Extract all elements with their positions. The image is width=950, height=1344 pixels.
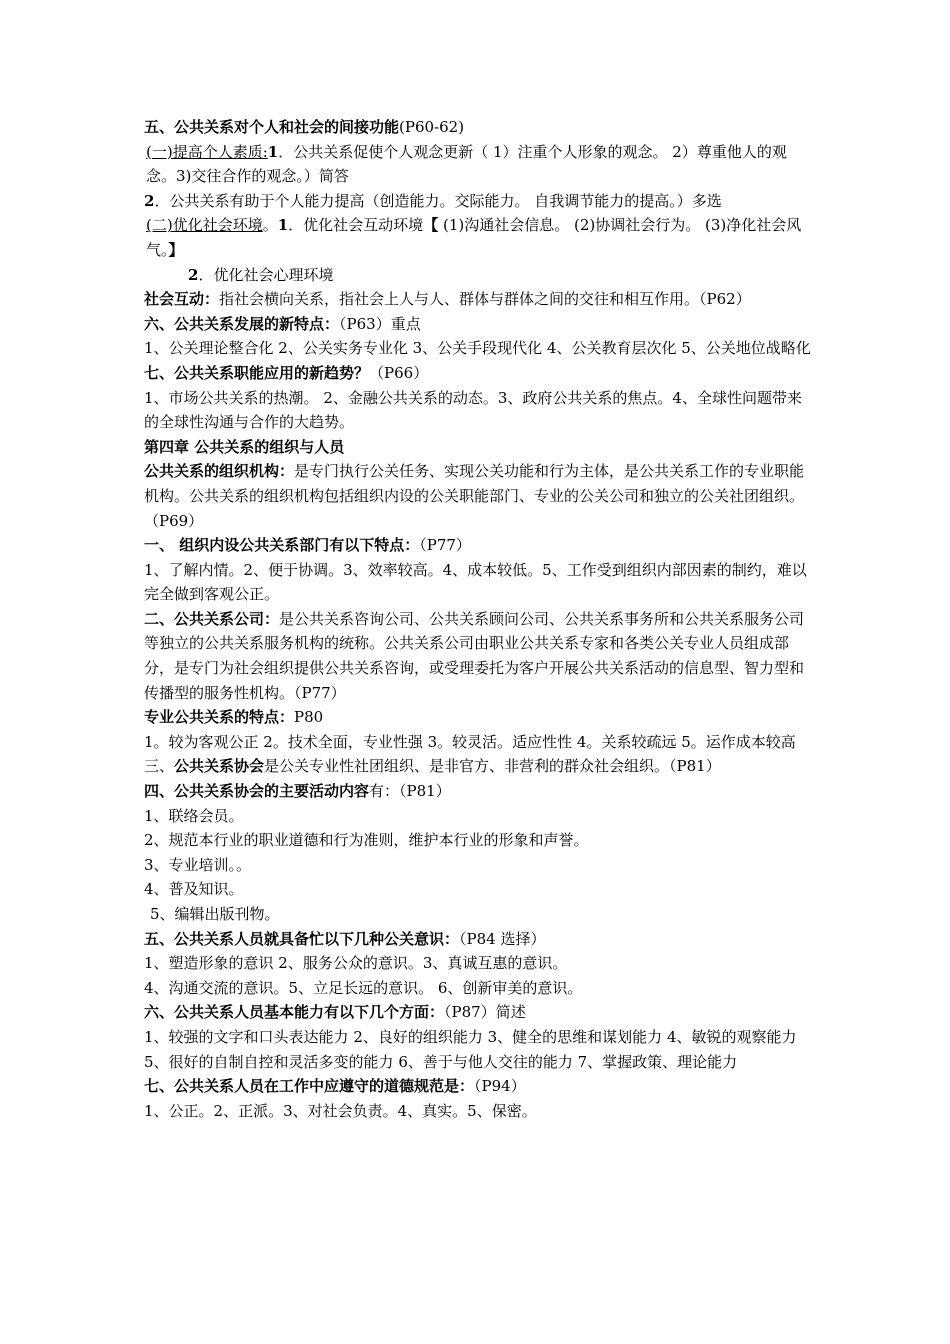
section-heading-6: 六、公共关系发展的新特点：（P63）重点 [144, 314, 421, 333]
paragraph: 1、了解内情。2、便于协调。3、效率较高。4、成本较低。5、工作受到组织内部因素的制约，难以完全做到客观公正。 [144, 560, 807, 604]
section-heading-4: 四、公共关系协会的主要活动内容有：（P81） [144, 782, 451, 801]
paragraph: 2．公共关系有助于个人能力提高（创造能力。交际能力。 自我调节能力的提高。）多选 [144, 191, 722, 210]
paragraph: 1、较强的文字和口头表达能力 2、良好的组织能力 3、健全的思维和谋划能力 4、敏锐的观察能力 5、很好的自制自控和灵活多变的能力 6、善于与他人交往的能力 7、掌握政策、理论能力 [144, 1027, 797, 1071]
list-item: 5、编辑出版刊物。 [150, 905, 280, 923]
document-body [144, 115, 814, 1123]
section-heading-5b: 五、公共关系人员就具备忙以下几种公关意识：（P84 选择） [144, 929, 546, 948]
subheading: 专业公共关系的特点：P80 [144, 708, 324, 727]
section-heading-5: 五、公共关系对个人和社会的间接功能(P60-62) [144, 118, 465, 136]
paragraph: 1、市场公共关系的热潮。 2、金融公共关系的动态。3、政府公共关系的焦点。4、全球性问题带来的全球性沟通与合作的大趋势。 [144, 388, 802, 432]
paragraph: 1、公正。2、正派。3、对社会负责。4、真实。5、保密。 [144, 1101, 537, 1120]
paragraph: (一)提高个人素质:1．公共关系促使个人观念更新（ 1）注重个人形象的观念。 2）尊重他人的观念。3)交往合作的观念。）简答 [146, 142, 787, 186]
list-item: 1、联络会员。 [144, 806, 244, 825]
list-item: 2、规范本行业的职业道德和行为准则，维护本行业的形象和声誉。 [144, 831, 589, 850]
definition: 公共关系的组织机构：是专门执行公关任务、实现公关功能和行为主体，是公共关系工作的专业职能机构。公共关系的组织机构包括组织内设的公关职能部门、专业的公关公司和独立的公关社团组织。（P69） [144, 462, 805, 530]
paragraph: 1、公关理论整合化 2、公关实务专业化 3、公关手段现代化 4、公关教育层次化 5、公关地位战略化 [144, 339, 811, 358]
section-heading-7: 七、公共关系职能应用的新趋势？（P66） [144, 363, 429, 382]
paragraph: 1、塑造形象的意识 2、服务公众的意识。3、真诚互惠的意识。 [144, 954, 568, 973]
section-heading-6b: 六、公共关系人员基本能力有以下几个方面：（P87）简述 [144, 1003, 526, 1022]
paragraph: 1。较为客观公正 2。技术全面，专业性强 3。较灵活。适应性性 4。关系较疏远 5。运作成本较高 [144, 732, 796, 751]
paragraph: 4、沟通交流的意识。5、立足长远的意识。 6、创新审美的意识。 [144, 978, 583, 997]
definition: 二、公共关系公司：是公共关系咨询公司、公共关系顾问公司、公共关系事务所和公共关系服务公司等独立的公共关系服务机构的统称。公共关系公司由职业公共关系专家和各类公关专业人员组成部分，是专门为社会组织提供公共关系咨询，或受理委托为客户开展公共关系活动的信息型、智力型和传播型的服务性机构。（P77） [144, 609, 805, 702]
list-item: 4、普及知识。 [144, 880, 244, 899]
chapter-heading: 第四章 公共关系的组织与人员 [144, 437, 345, 456]
list-item: 3、专业培训。。 [144, 855, 252, 874]
definition: 社会互动：指社会横向关系，指社会上人与人、群体与群体之间的交往和相互作用。（P62） [144, 290, 751, 309]
section-heading-7b: 七、公共关系人员在工作中应遵守的道德规范是：（P94） [144, 1077, 526, 1096]
definition: 三、公共关系协会是公关专业性社团组织、是非官方、非营利的群众社会组织。（P81） [144, 757, 721, 776]
paragraph: (二)优化社会环境。1．优化社会互动环境【 (1)沟通社会信息。 (2)协调社会行为。 (3)净化社会风气。】 [146, 216, 802, 259]
paragraph: 2．优化社会心理环境 [188, 265, 334, 284]
section-heading-1: 一、 组织内设公共关系部门有以下特点：（P77） [144, 536, 471, 555]
